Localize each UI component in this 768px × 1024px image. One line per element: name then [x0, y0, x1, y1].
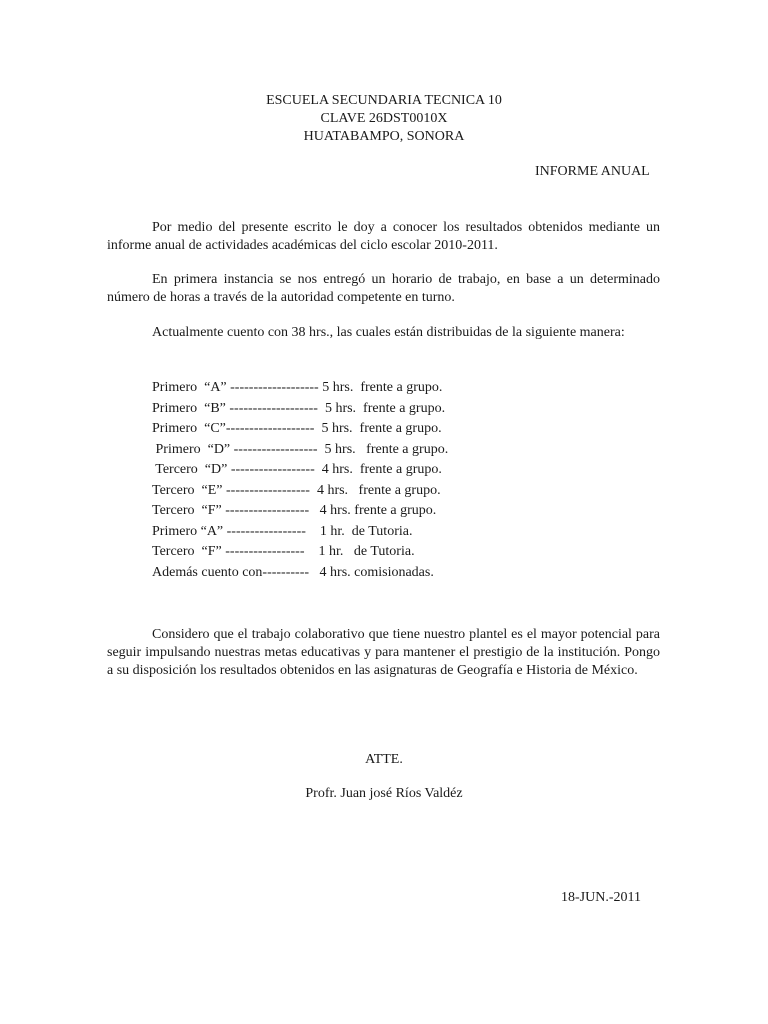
list-item: Además cuento con---------- 4 hrs. comisionadas. [152, 564, 434, 580]
hours-intro-paragraph-text: Actualmente cuento con 38 hrs., las cuales están distribuidas de la siguiente manera: [152, 325, 625, 340]
list-item: Primero “B” ------------------- 5 hrs. frente a grupo. [152, 400, 446, 416]
hours-distribution-list [152, 378, 448, 583]
closing-paragraph-text: Considero que el trabajo colaborativo que tiene nuestro plantel es el mayor potencial para seguir impulsando nuestras metas educativas y para mantener el prestigio de la institución. Pongo a su disposición los resultados obtenidos en las asignaturas de Geografía e Historia de México. [107, 627, 660, 678]
list-item: Primero “A” ----------------- 1 hr. de Tutoria. [152, 523, 413, 539]
list-item: Primero “A” ------------------- 5 hrs. frente a grupo. [152, 380, 443, 395]
school-location: HUATABAMPO, SONORA [303, 129, 465, 144]
list-item: Primero “D” ------------------ 5 hrs. frente a grupo. [152, 441, 449, 457]
list-item: Tercero “E” ------------------ 4 hrs. frente a grupo. [152, 482, 441, 498]
closing-paragraph [107, 626, 660, 680]
document-date: 18-JUN.-2011 [561, 890, 641, 905]
closing-salutation: ATTE. [365, 752, 403, 767]
school-key: CLAVE 26DST0010X [320, 111, 448, 126]
list-item: Tercero “D” ------------------ 4 hrs. frente a grupo. [152, 462, 442, 477]
list-item: Primero “C”------------------- 5 hrs. frente a grupo. [152, 421, 442, 436]
signatory-name: Profr. Juan josé Ríos Valdéz [305, 786, 463, 801]
schedule-intro-paragraph [107, 271, 660, 307]
school-name: ESCUELA SECUNDARIA TECNICA 10 [266, 93, 502, 108]
report-title: INFORME ANUAL [535, 164, 650, 179]
letterhead [0, 92, 768, 146]
intro-paragraph [107, 219, 660, 255]
schedule-intro-paragraph-text: En primera instancia se nos entregó un horario de trabajo, en base a un determinado número de horas a través de la autoridad competente en turno. [107, 272, 660, 305]
list-item: Tercero “F” ----------------- 1 hr. de Tutoria. [152, 544, 415, 559]
intro-paragraph-text: Por medio del presente escrito le doy a conocer los resultados obtenidos mediante un informe anual de actividades académicas del ciclo escolar 2010-2011. [107, 220, 660, 253]
list-item: Tercero “F” ------------------ 4 hrs. frente a grupo. [152, 503, 437, 518]
hours-intro-paragraph [107, 324, 660, 342]
